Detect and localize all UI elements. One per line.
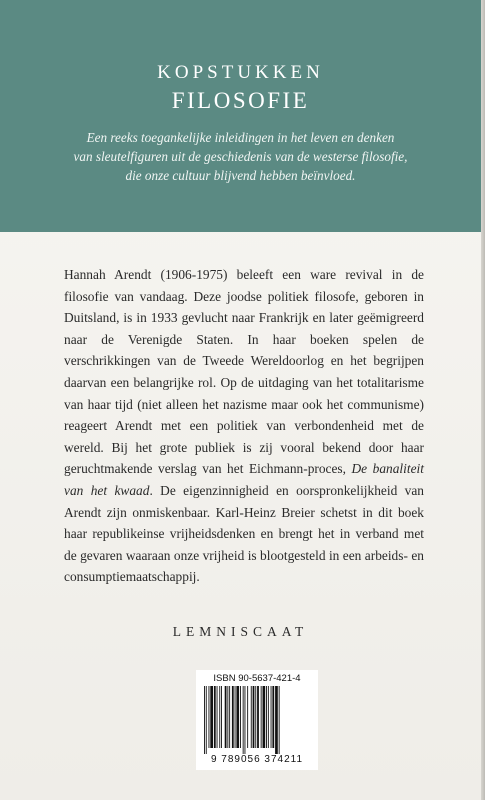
barcode-bar: [221, 686, 222, 748]
barcode-bar: [266, 686, 267, 748]
series-tagline: [40, 128, 441, 185]
publisher-name: LEMNISCAAT: [172, 624, 309, 639]
series-title-line2: FILOSOFIE: [171, 88, 310, 113]
barcode-bar: [251, 686, 252, 748]
barcode-bar: [243, 686, 244, 754]
barcode-bar: [210, 686, 213, 748]
barcode-bar: [247, 686, 248, 748]
ean-digits: 9 789056 374211: [210, 754, 304, 765]
barcode-bar: [255, 686, 256, 748]
book-description: [64, 264, 424, 588]
barcode-bar: [279, 686, 280, 754]
barcode-bar: [225, 686, 227, 748]
barcode-bar: [271, 686, 272, 748]
barcode-label: [196, 670, 318, 770]
barcode-bar: [232, 686, 234, 748]
barcode-bar: [235, 686, 236, 748]
barcode-bar: [229, 686, 230, 748]
barcode-bar: [219, 686, 220, 748]
barcode-bar: [206, 686, 207, 754]
page-edge: [481, 0, 485, 800]
tagline-line: Een reeks toegankelijke inleidingen in het leven en denken: [86, 130, 395, 145]
tagline-line: die onze cultuur blijvend hebben beïnvloed.: [125, 168, 356, 183]
barcode-bar: [214, 686, 216, 748]
barcode-bar: [257, 686, 259, 748]
barcode-bar: [227, 686, 228, 748]
description-text-start: Hannah Arendt (1906-1975) beleeft een ware revival in de filosofie van vandaag. Deze joodse politiek filosofe, geboren in Duitsland, is in 1933 gevlucht naar Frankrijk en later geëmigreerd naar de Verenigde Staten. In haar boeken spelen de verschrikkingen van de Tweede Wereldoorlog en het begrijpen daarvan een belangrijke rol. Op de uitdaging van het totalitarisme van haar tijd (niet alleen het nazisme maar ook het communisme) reageert Arendt met een politiek van verbondenheid met de wereld. Bij het grote publiek is zij vooral bekend door haar geruchtmakende verslag van het Eichmann-proces,: [64, 267, 424, 477]
isbn-number: ISBN 90-5637-421-4: [213, 673, 301, 684]
barcode-bar: [268, 686, 269, 748]
tagline-line: van sleutelfiguren uit de geschiedenis van de westerse filosofie,: [73, 149, 408, 164]
barcode-bar: [261, 686, 262, 748]
barcode-bar: [209, 686, 210, 748]
description-text-end: . De eigenzinnigheid en oorspronkelijkheid van Arendt zijn onmiskenbaar. Karl-Heinz Breier schetst in dit boek haar republikeinse vrijheidsdenken en brengt het in verband met de gevaren waaraan onze vrijheid is blootgesteld in een arbeids- en consumptiemaatschappij.: [64, 482, 424, 585]
barcode-bar: [275, 686, 278, 754]
description-book-title: De banaliteit van het kwaad: [64, 461, 424, 498]
barcode-bar: [236, 686, 239, 748]
barcode-bar: [204, 686, 205, 754]
barcode-bar: [217, 686, 218, 748]
barcode-bar: [245, 686, 246, 754]
description-paragraph: [64, 264, 424, 588]
barcode-bar: [263, 686, 266, 748]
barcode-bar: [240, 686, 241, 748]
series-header-band: [0, 0, 481, 232]
barcode-bar: [272, 686, 274, 748]
barcode-icon: [204, 686, 310, 754]
barcode-bar: [253, 686, 255, 748]
series-title-line1: KOPSTUKKEN: [157, 62, 324, 83]
